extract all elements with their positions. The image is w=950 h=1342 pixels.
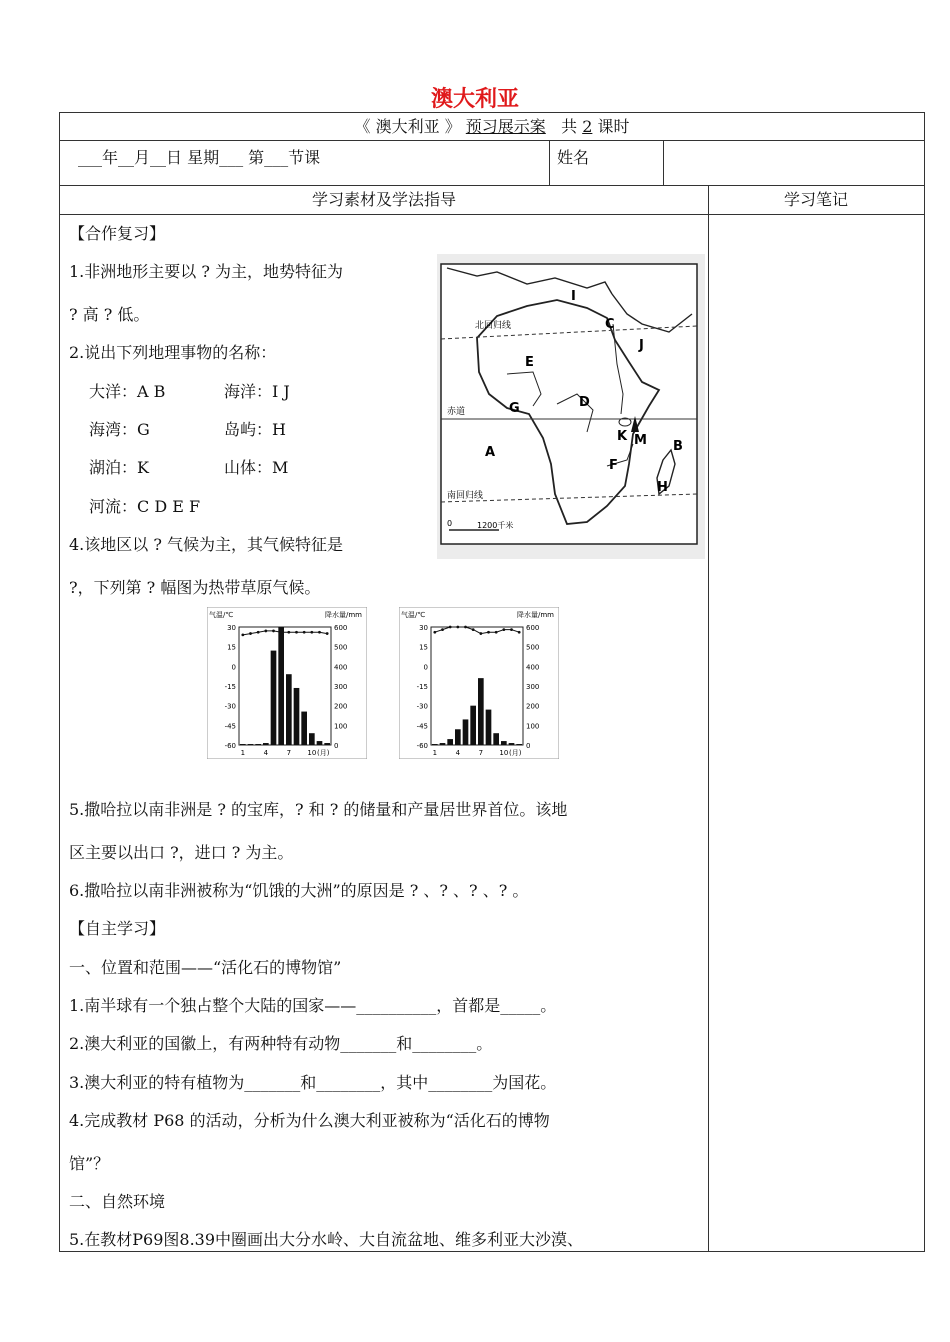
x-tick: 1 [432, 749, 438, 757]
y-right-label: 降水量/mm [517, 611, 554, 619]
temperature-point [464, 626, 467, 629]
temperature-point [433, 631, 436, 634]
section-1-title: 一、位置和范围——“活化石的博物馆” [69, 958, 342, 977]
temperature-point [287, 631, 290, 634]
precip-bar [478, 678, 484, 745]
col-divider [549, 140, 550, 185]
y-left-tick: 15 [419, 643, 428, 652]
temperature-point [487, 631, 490, 634]
x-tick: 10 [307, 749, 317, 757]
col-divider [663, 140, 664, 185]
temperature-point [295, 631, 298, 634]
name-label: 姓名 [557, 148, 590, 167]
precip-bar [286, 674, 292, 745]
question-4a: 4.该地区以 ? 气候为主，其气候特征是 [69, 535, 344, 554]
x-tick: 1 [240, 749, 246, 757]
y-left-tick: 0 [231, 663, 236, 672]
y-left-tick: -15 [224, 683, 236, 691]
y-left-tick: -45 [416, 722, 428, 731]
map-label-m: M [634, 433, 647, 448]
y-right-tick: 100 [526, 722, 540, 731]
y-left-tick: 30 [419, 624, 428, 632]
study-question-1: 1.南半球有一个独占整个大陆的国家——__________，首都是_____。 [69, 996, 557, 1015]
material-header: 学习素材及学法指导 [311, 190, 456, 209]
precip-bar [301, 712, 307, 745]
temperature-point [241, 633, 244, 636]
map-label-a: A [485, 445, 496, 460]
notes-header: 学习笔记 [783, 190, 848, 209]
section-2-title: 二、自然环境 [69, 1192, 166, 1211]
study-question-3: 3.澳大利亚的特有植物为_______和________，其中________为国花。 [69, 1073, 557, 1092]
map-label-j: J [639, 338, 644, 353]
col-divider [708, 185, 709, 1251]
answer-sea: 海洋：I J [224, 382, 290, 401]
question-1b: ? 高 ? 低。 [69, 305, 150, 324]
temperature-point [456, 626, 459, 629]
review-heading: 【合作复习】 [69, 224, 166, 243]
precip-bar [324, 743, 330, 745]
y-left-tick: -60 [416, 742, 428, 750]
y-right-tick: 500 [334, 643, 348, 652]
y-right-tick: 500 [526, 643, 540, 652]
temperature-point [441, 628, 444, 631]
temperature-point [310, 631, 313, 634]
x-tick: 4 [455, 749, 461, 757]
precip-bar [263, 743, 269, 745]
precip-bar [447, 739, 453, 745]
temperature-point [303, 631, 306, 634]
temperature-point [326, 632, 329, 635]
x-axis-label: (月) [317, 749, 330, 757]
precip-bar [501, 741, 507, 745]
answer-lake: 湖泊：K [89, 458, 149, 477]
question-2: 2.说出下列地理事物的名称： [69, 343, 277, 362]
precip-bar [248, 744, 254, 745]
africa-map [437, 254, 705, 559]
precip-bar [463, 719, 469, 745]
course-line: 《 澳大利亚 》 预习展示案 共 2 课时 [354, 117, 630, 136]
y-right-tick: 300 [526, 683, 540, 691]
question-5b: 区主要以出口 ?，进口 ? 为主。 [69, 843, 294, 862]
precip-bar [309, 733, 315, 745]
question-5a: 5.撒哈拉以南非洲是 ? 的宝库，? 和 ? 的储量和产量居世界首位。该地 [69, 800, 568, 819]
y-left-label: 气温/℃ [401, 611, 426, 619]
self-study-heading: 【自主学习】 [69, 919, 166, 938]
precip-bar [271, 651, 277, 745]
climate-chart-2 [399, 607, 559, 759]
study-question-4b: 馆”？ [69, 1154, 110, 1173]
answer-river: 河流：C D E F [89, 497, 201, 516]
map-label-i: I [571, 289, 576, 304]
study-question-4a: 4.完成教材 P68 的活动，分析为什么澳大利亚被称为“活化石的博物 [69, 1111, 550, 1130]
y-left-tick: -60 [224, 742, 236, 750]
x-tick: 4 [263, 749, 269, 757]
map-label-f: F [609, 458, 618, 473]
precip-bar [432, 744, 438, 745]
y-right-tick: 400 [526, 663, 540, 672]
y-right-label: 降水量/mm [325, 611, 362, 619]
y-left-tick: -45 [224, 722, 236, 731]
temperature-point [249, 632, 252, 635]
precip-bar [516, 744, 522, 745]
precip-bar [509, 743, 515, 745]
map-tropic-north: 北回归线 [475, 321, 512, 331]
precip-bar [455, 729, 461, 745]
x-tick: 7 [478, 749, 484, 757]
study-question-2: 2.澳大利亚的国徽上，有两种特有动物_______和________。 [69, 1034, 493, 1053]
question-6: 6.撒哈拉以南非洲被称为“饥饿的大洲”的原因是 ? 、? 、? 、? 。 [69, 881, 529, 900]
temperature-point [495, 631, 498, 634]
temperature-point [479, 632, 482, 635]
y-right-tick: 0 [334, 742, 339, 750]
map-scale-zero: 0 [447, 519, 453, 528]
study-question-5: 5.在教材P69图8.39中圈画出大分水岭、大自流盆地、维多利亚大沙漠、 [69, 1230, 584, 1249]
temperature-point [318, 631, 321, 634]
row-divider [60, 214, 924, 215]
date-line: ___年__月__日 星期___ 第___节课 [78, 148, 321, 167]
precip-bar [440, 743, 446, 745]
page-title: 澳大利亚 [430, 87, 519, 112]
y-left-tick: 15 [227, 643, 236, 652]
map-tropic-south: 南回归线 [447, 491, 484, 501]
temperature-point [264, 630, 267, 633]
y-right-tick: 200 [526, 702, 540, 711]
temperature-point [502, 628, 505, 631]
y-right-tick: 100 [334, 722, 348, 731]
temperature-point [518, 631, 521, 634]
row-divider [60, 185, 924, 186]
map-label-h: H [657, 480, 668, 495]
temperature-point [472, 628, 475, 631]
map-label-g: G [509, 401, 520, 416]
answer-mountain: 山体：M [224, 458, 289, 477]
x-axis-label: (月) [509, 749, 522, 757]
x-tick: 10 [499, 749, 509, 757]
precip-bar [486, 710, 492, 745]
y-left-tick: -30 [224, 702, 236, 711]
row-divider [60, 140, 924, 141]
map-label-b: B [673, 439, 683, 454]
temperature-point [510, 628, 513, 631]
y-left-tick: 0 [423, 663, 428, 672]
map-label-k: K [617, 429, 628, 444]
precip-bar [470, 706, 476, 745]
answer-bay: 海湾：G [89, 420, 150, 439]
temperature-point [272, 630, 275, 633]
temperature-point [257, 631, 260, 634]
y-right-tick: 400 [334, 663, 348, 672]
temperature-point [449, 626, 452, 629]
y-right-tick: 0 [526, 742, 531, 750]
map-label-e: E [525, 355, 534, 370]
question-4b: ?，下列第 ? 幅图为热带草原气候。 [69, 578, 321, 597]
question-1a: 1.非洲地形主要以 ? 为主，地势特征为 [69, 262, 344, 281]
answer-ocean: 大洋：A B [89, 382, 166, 401]
precip-bar [240, 744, 246, 745]
y-left-label: 气温/℃ [209, 611, 234, 619]
y-left-tick: -30 [416, 702, 428, 711]
precip-bar [317, 741, 323, 745]
map-equator: 赤道 [447, 407, 466, 417]
map-label-c: C [605, 317, 615, 332]
map-label-d: D [579, 395, 590, 410]
y-right-tick: 600 [526, 624, 540, 632]
map-scale: 1200千米 [477, 521, 514, 530]
y-right-tick: 200 [334, 702, 348, 711]
y-right-tick: 300 [334, 683, 348, 691]
precip-bar [294, 688, 300, 745]
answer-island: 岛屿：H [224, 420, 286, 439]
x-tick: 7 [286, 749, 292, 757]
temperature-point [280, 631, 283, 634]
precip-bar [493, 733, 499, 745]
precip-bar [255, 744, 261, 745]
y-right-tick: 600 [334, 624, 348, 632]
precip-bar [278, 627, 284, 745]
y-left-tick: -15 [416, 683, 428, 691]
y-left-tick: 30 [227, 624, 236, 632]
climate-chart-1 [207, 607, 367, 759]
